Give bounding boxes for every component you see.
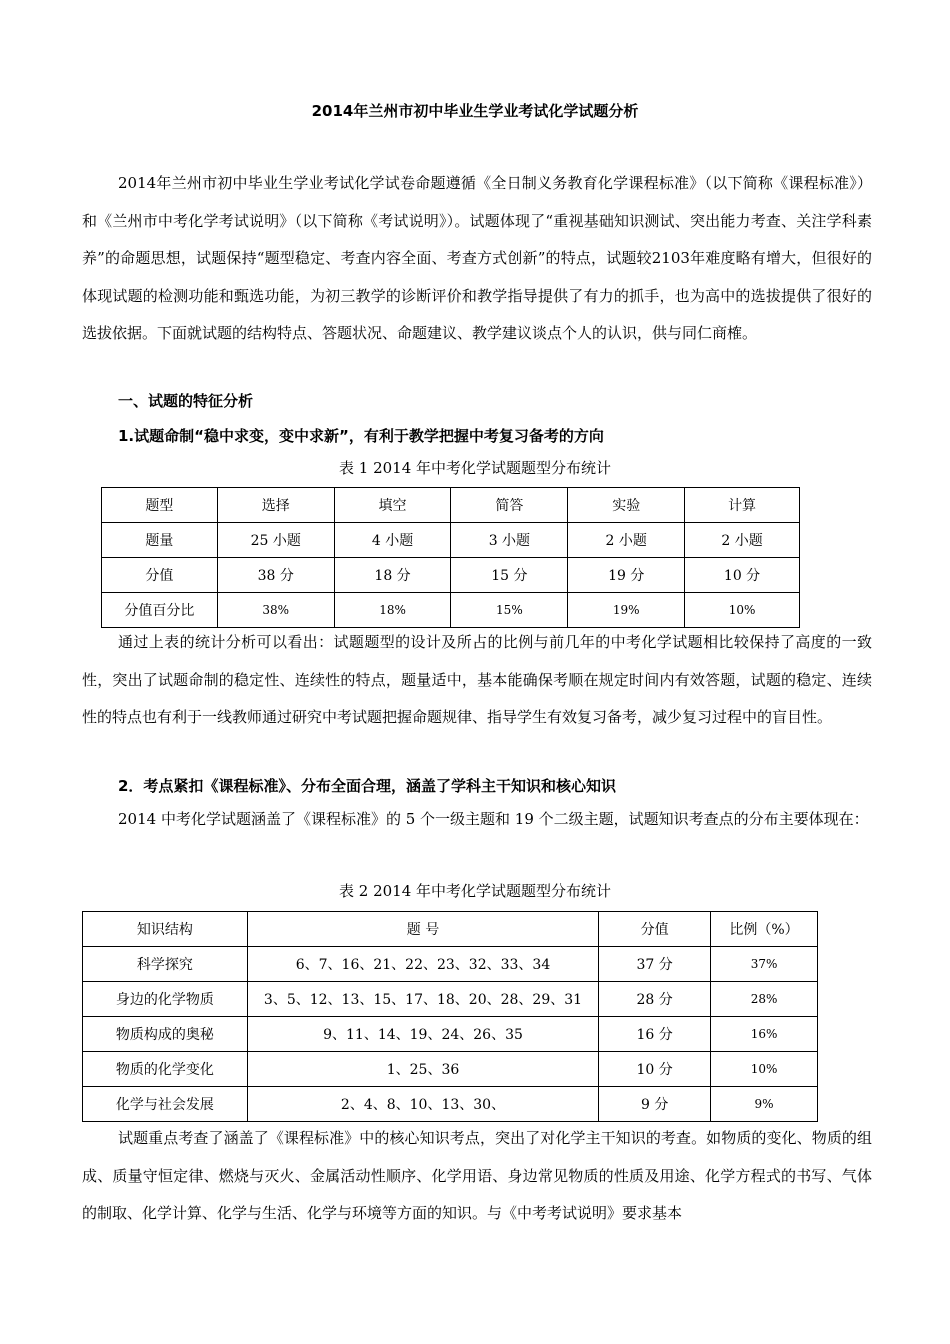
table-cell: 28% — [711, 982, 818, 1017]
subheading-1: 1.试题命制“稳中求变，变中求新”，有利于教学把握中考复习备考的方向 — [118, 427, 604, 445]
table-cell: 19% — [568, 593, 685, 628]
table-row — [83, 947, 818, 982]
table-cell: 3、5、12、13、15、17、18、20、28、29、31 — [247, 982, 598, 1017]
table-row — [102, 523, 800, 558]
table-cell: 2 小题 — [685, 523, 800, 558]
table-cell: 25 小题 — [217, 523, 334, 558]
table-cell: 10% — [685, 593, 800, 628]
table-cell: 身边的化学物质 — [83, 982, 248, 1017]
table-cell: 10 分 — [685, 558, 800, 593]
coverage-paragraph: 2014 中考化学试题涵盖了《课程标准》的 5 个一级主题和 19 个二级主题，试题知识考查点的分布主要体现在： — [118, 810, 869, 828]
subheading-2: 2．考点紧扣《课程标准》、分布全面合理，涵盖了学科主干知识和核心知识 — [118, 777, 616, 795]
table2-body — [83, 912, 818, 1122]
table-cell: 物质的化学变化 — [83, 1052, 248, 1087]
table-cell: 物质构成的奥秘 — [83, 1017, 248, 1052]
table-row — [102, 488, 800, 523]
table-cell: 10% — [711, 1052, 818, 1087]
table-cell: 6、7、16、21、22、23、32、33、34 — [247, 947, 598, 982]
table-row — [102, 558, 800, 593]
table-row — [102, 593, 800, 628]
table-cell: 18% — [334, 593, 451, 628]
table1-body — [102, 488, 800, 628]
table-cell: 16% — [711, 1017, 818, 1052]
table-cell: 9、11、14、19、24、26、35 — [247, 1017, 598, 1052]
knowledge-structure-table — [82, 911, 818, 1122]
table-header-cell: 知识结构 — [83, 912, 248, 947]
table-cell: 2 小题 — [568, 523, 685, 558]
table-cell: 题量 — [102, 523, 218, 558]
table-cell: 3 小题 — [451, 523, 568, 558]
table-cell: 15% — [451, 593, 568, 628]
table-cell: 19 分 — [568, 558, 685, 593]
table-cell: 分值 — [102, 558, 218, 593]
table-row — [83, 1052, 818, 1087]
section-heading-1: 一、试题的特征分析 — [118, 392, 254, 410]
table-header-cell: 题 号 — [247, 912, 598, 947]
table-header-cell: 比例（%） — [711, 912, 818, 947]
table-cell: 18 分 — [334, 558, 451, 593]
table-cell: 4 小题 — [334, 523, 451, 558]
table-cell: 科学探究 — [83, 947, 248, 982]
table-cell: 选择 — [217, 488, 334, 523]
table-cell: 题型 — [102, 488, 218, 523]
table-cell: 37% — [711, 947, 818, 982]
table-cell: 1、25、36 — [247, 1052, 598, 1087]
table-cell: 15 分 — [451, 558, 568, 593]
table2-caption: 表 2 2014 年中考化学试题题型分布统计 — [338, 882, 612, 900]
table-header-row — [83, 912, 818, 947]
table-cell: 16 分 — [599, 1017, 711, 1052]
table-row — [83, 1087, 818, 1122]
table-cell: 计算 — [685, 488, 800, 523]
table-cell: 10 分 — [599, 1052, 711, 1087]
question-type-table — [101, 487, 800, 628]
table-cell: 简答 — [451, 488, 568, 523]
table-cell: 实验 — [568, 488, 685, 523]
analysis-paragraph: 通过上表的统计分析可以看出：试题题型的设计及所占的比例与前几年的中考化学试题相比较保持了高度的一致性，突出了试题命制的稳定性、连续性的特点，题量适中，基本能确保考顺在规定时间内有效答题，试题的稳定、连续性的特点也有利于一线教师通过研究中考试题把握命题规律、指导学生有效复习备考，减少复习过程中的盲目性。 — [82, 633, 872, 726]
table-header-cell: 分值 — [599, 912, 711, 947]
table-cell: 38% — [217, 593, 334, 628]
table-row — [83, 1017, 818, 1052]
table-cell: 37 分 — [599, 947, 711, 982]
table1-caption: 表 1 2014 年中考化学试题题型分布统计 — [338, 459, 612, 477]
table-row — [83, 982, 818, 1017]
table-cell: 2、4、8、10、13、30、 — [247, 1087, 598, 1122]
intro-paragraph: 2014年兰州市初中毕业生学业考试化学试卷命题遵循《全日制义务教育化学课程标准》（以下简称《课程标准》）和《兰州市中考化学考试说明》（以下简称《考试说明》）。试题体现了“重视基础知识测试、突出能力考查、关注学科素养”的命题思想，试题保持“题型稳定、考查内容全面、考查方式创新”的特点，试题较2103年难度略有增大，但很好的体现试题的检测功能和甄选功能，为初三教学的诊断评价和教学指导提供了有力的抓手，也为高中的选拔提供了很好的选拔依据。下面就试题的结构特点、答题状况、命题建议、教学建议谈点个人的认识，供与同仁商榷。 — [82, 174, 872, 342]
focus-paragraph: 试题重点考查了涵盖了《课程标准》中的核心知识考点，突出了对化学主干知识的考查。如物质的变化、物质的组成、质量守恒定律、燃烧与灭火、金属活动性顺序、化学用语、身边常见物质的性质及用途、化学方程式的书写、气体的制取、化学计算、化学与生活、化学与环境等方面的知识。与《中考考试说明》要求基本 — [82, 1129, 872, 1222]
table-cell: 分值百分比 — [102, 593, 218, 628]
table-cell: 9% — [711, 1087, 818, 1122]
table-cell: 填空 — [334, 488, 451, 523]
table-cell: 38 分 — [217, 558, 334, 593]
table-cell: 28 分 — [599, 982, 711, 1017]
document-title: 2014年兰州市初中毕业生学业考试化学试题分析 — [311, 102, 639, 120]
table-cell: 化学与社会发展 — [83, 1087, 248, 1122]
table-cell: 9 分 — [599, 1087, 711, 1122]
